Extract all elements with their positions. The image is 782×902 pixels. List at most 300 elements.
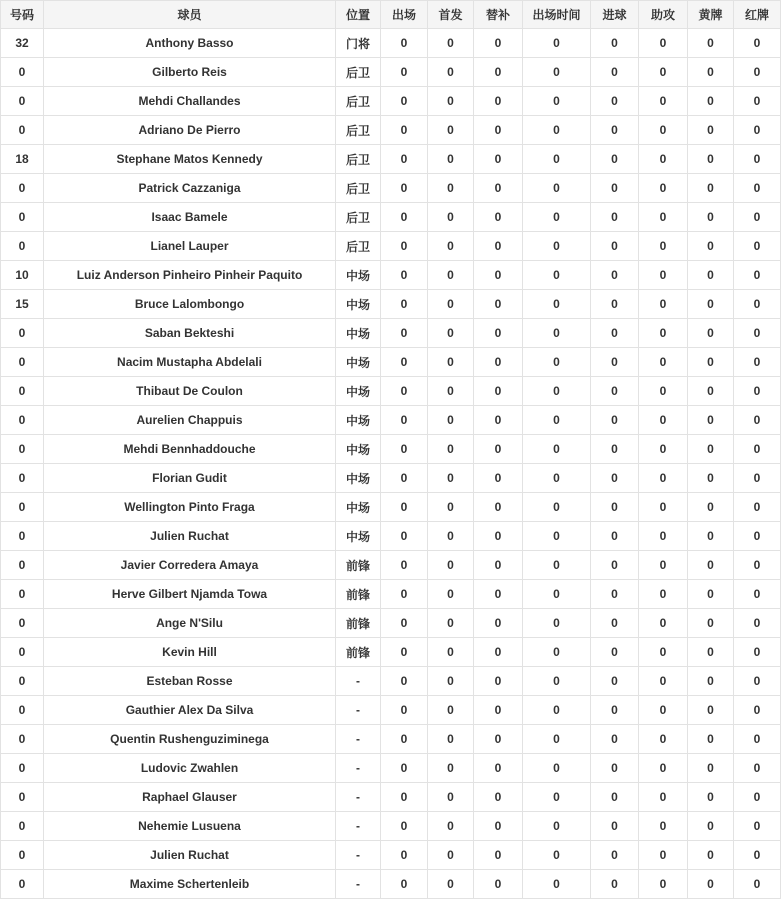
table-row [1,319,781,348]
cell-player: Wellington Pinto Fraga [44,493,336,522]
cell-number: 0 [1,580,44,609]
cell-starts: 0 [428,783,474,812]
cell-player: Florian Gudit [44,464,336,493]
cell-goals: 0 [591,174,639,203]
cell-assists: 0 [639,841,688,870]
cell-yellow: 0 [688,87,734,116]
cell-substitute: 0 [474,145,523,174]
cell-minutes: 0 [523,638,591,667]
cell-starts: 0 [428,522,474,551]
cell-appearances: 0 [381,145,428,174]
cell-starts: 0 [428,319,474,348]
cell-minutes: 0 [523,145,591,174]
cell-position: - [336,783,381,812]
table-row [1,261,781,290]
cell-goals: 0 [591,667,639,696]
cell-appearances: 0 [381,725,428,754]
cell-yellow: 0 [688,203,734,232]
cell-number: 18 [1,145,44,174]
cell-yellow: 0 [688,58,734,87]
cell-starts: 0 [428,638,474,667]
cell-appearances: 0 [381,870,428,899]
table-row [1,725,781,754]
cell-starts: 0 [428,58,474,87]
cell-substitute: 0 [474,870,523,899]
cell-red: 0 [734,551,781,580]
cell-yellow: 0 [688,377,734,406]
cell-number: 0 [1,638,44,667]
cell-assists: 0 [639,87,688,116]
cell-position: 中场 [336,290,381,319]
cell-number: 0 [1,174,44,203]
table-row [1,174,781,203]
cell-assists: 0 [639,754,688,783]
cell-goals: 0 [591,116,639,145]
cell-minutes: 0 [523,377,591,406]
cell-minutes: 0 [523,754,591,783]
cell-appearances: 0 [381,754,428,783]
cell-minutes: 0 [523,348,591,377]
cell-substitute: 0 [474,522,523,551]
cell-starts: 0 [428,493,474,522]
cell-substitute: 0 [474,551,523,580]
cell-yellow: 0 [688,435,734,464]
cell-number: 0 [1,232,44,261]
table-body [1,29,781,899]
cell-minutes: 0 [523,493,591,522]
cell-yellow: 0 [688,29,734,58]
cell-position: 门将 [336,29,381,58]
cell-appearances: 0 [381,174,428,203]
cell-yellow: 0 [688,522,734,551]
cell-starts: 0 [428,667,474,696]
cell-red: 0 [734,580,781,609]
cell-substitute: 0 [474,609,523,638]
cell-substitute: 0 [474,203,523,232]
cell-minutes: 0 [523,116,591,145]
cell-player: Ange N'Silu [44,609,336,638]
cell-substitute: 0 [474,290,523,319]
cell-assists: 0 [639,725,688,754]
cell-red: 0 [734,696,781,725]
cell-number: 15 [1,290,44,319]
cell-assists: 0 [639,58,688,87]
cell-number: 0 [1,754,44,783]
cell-starts: 0 [428,232,474,261]
cell-minutes: 0 [523,261,591,290]
cell-substitute: 0 [474,435,523,464]
table-row [1,464,781,493]
cell-red: 0 [734,841,781,870]
cell-position: 中场 [336,261,381,290]
cell-substitute: 0 [474,116,523,145]
cell-yellow: 0 [688,232,734,261]
cell-red: 0 [734,174,781,203]
cell-appearances: 0 [381,841,428,870]
column-header-number: 号码 [1,1,44,29]
cell-yellow: 0 [688,290,734,319]
cell-goals: 0 [591,261,639,290]
cell-position: 前锋 [336,638,381,667]
cell-assists: 0 [639,812,688,841]
cell-player: Lianel Lauper [44,232,336,261]
cell-appearances: 0 [381,406,428,435]
cell-yellow: 0 [688,348,734,377]
cell-minutes: 0 [523,812,591,841]
column-header-position: 位置 [336,1,381,29]
cell-number: 0 [1,377,44,406]
cell-substitute: 0 [474,174,523,203]
cell-player: Mehdi Challandes [44,87,336,116]
cell-starts: 0 [428,870,474,899]
cell-player: Saban Bekteshi [44,319,336,348]
cell-appearances: 0 [381,348,428,377]
table-row [1,754,781,783]
cell-red: 0 [734,29,781,58]
cell-assists: 0 [639,174,688,203]
cell-number: 0 [1,348,44,377]
cell-position: 中场 [336,319,381,348]
cell-minutes: 0 [523,667,591,696]
cell-starts: 0 [428,174,474,203]
cell-yellow: 0 [688,551,734,580]
table-row [1,580,781,609]
column-header-substitute: 替补 [474,1,523,29]
cell-substitute: 0 [474,812,523,841]
cell-yellow: 0 [688,319,734,348]
cell-substitute: 0 [474,493,523,522]
cell-red: 0 [734,377,781,406]
table-row [1,667,781,696]
cell-yellow: 0 [688,696,734,725]
cell-starts: 0 [428,464,474,493]
cell-yellow: 0 [688,116,734,145]
cell-yellow: 0 [688,754,734,783]
cell-appearances: 0 [381,377,428,406]
cell-player: Aurelien Chappuis [44,406,336,435]
cell-player: Bruce Lalombongo [44,290,336,319]
cell-goals: 0 [591,377,639,406]
cell-starts: 0 [428,812,474,841]
cell-substitute: 0 [474,841,523,870]
cell-red: 0 [734,319,781,348]
cell-number: 0 [1,58,44,87]
cell-yellow: 0 [688,145,734,174]
cell-minutes: 0 [523,609,591,638]
cell-number: 0 [1,870,44,899]
header-row [1,1,781,29]
cell-assists: 0 [639,464,688,493]
cell-player: Gauthier Alex Da Silva [44,696,336,725]
table-row [1,493,781,522]
cell-player: Stephane Matos Kennedy [44,145,336,174]
cell-red: 0 [734,870,781,899]
cell-minutes: 0 [523,232,591,261]
cell-player: Esteban Rosse [44,667,336,696]
cell-substitute: 0 [474,638,523,667]
cell-red: 0 [734,58,781,87]
cell-position: 前锋 [336,551,381,580]
cell-substitute: 0 [474,464,523,493]
cell-red: 0 [734,290,781,319]
cell-goals: 0 [591,29,639,58]
cell-goals: 0 [591,841,639,870]
cell-appearances: 0 [381,261,428,290]
cell-position: 中场 [336,406,381,435]
cell-yellow: 0 [688,812,734,841]
cell-player: Patrick Cazzaniga [44,174,336,203]
cell-number: 0 [1,522,44,551]
cell-position: 中场 [336,493,381,522]
cell-position: 后卫 [336,203,381,232]
cell-goals: 0 [591,203,639,232]
cell-appearances: 0 [381,522,428,551]
table-row [1,203,781,232]
cell-player: Thibaut De Coulon [44,377,336,406]
cell-yellow: 0 [688,841,734,870]
table-row [1,696,781,725]
cell-position: 后卫 [336,174,381,203]
cell-starts: 0 [428,145,474,174]
cell-goals: 0 [591,696,639,725]
cell-player: Anthony Basso [44,29,336,58]
cell-player: Gilberto Reis [44,58,336,87]
cell-substitute: 0 [474,377,523,406]
table-row [1,841,781,870]
cell-player: Isaac Bamele [44,203,336,232]
cell-assists: 0 [639,696,688,725]
cell-red: 0 [734,145,781,174]
cell-substitute: 0 [474,754,523,783]
cell-assists: 0 [639,232,688,261]
cell-red: 0 [734,493,781,522]
cell-player: Julien Ruchat [44,841,336,870]
cell-player: Mehdi Bennhaddouche [44,435,336,464]
cell-number: 0 [1,464,44,493]
cell-appearances: 0 [381,58,428,87]
cell-red: 0 [734,116,781,145]
cell-minutes: 0 [523,696,591,725]
cell-starts: 0 [428,551,474,580]
table-row [1,87,781,116]
cell-assists: 0 [639,609,688,638]
cell-red: 0 [734,435,781,464]
cell-red: 0 [734,464,781,493]
cell-goals: 0 [591,435,639,464]
cell-minutes: 0 [523,522,591,551]
cell-red: 0 [734,783,781,812]
cell-number: 0 [1,493,44,522]
table-row [1,638,781,667]
cell-yellow: 0 [688,725,734,754]
cell-red: 0 [734,406,781,435]
cell-goals: 0 [591,638,639,667]
cell-red: 0 [734,812,781,841]
cell-starts: 0 [428,580,474,609]
cell-substitute: 0 [474,232,523,261]
cell-appearances: 0 [381,87,428,116]
cell-appearances: 0 [381,203,428,232]
cell-yellow: 0 [688,174,734,203]
cell-starts: 0 [428,261,474,290]
table-row [1,870,781,899]
cell-yellow: 0 [688,406,734,435]
cell-substitute: 0 [474,87,523,116]
cell-number: 0 [1,609,44,638]
cell-starts: 0 [428,348,474,377]
cell-number: 0 [1,87,44,116]
cell-substitute: 0 [474,580,523,609]
column-header-player: 球员 [44,1,336,29]
cell-starts: 0 [428,116,474,145]
cell-red: 0 [734,203,781,232]
cell-appearances: 0 [381,319,428,348]
cell-player: Luiz Anderson Pinheiro Pinheir Paquito [44,261,336,290]
cell-assists: 0 [639,116,688,145]
cell-starts: 0 [428,203,474,232]
table-row [1,145,781,174]
cell-minutes: 0 [523,203,591,232]
cell-assists: 0 [639,493,688,522]
cell-goals: 0 [591,783,639,812]
cell-goals: 0 [591,870,639,899]
cell-substitute: 0 [474,406,523,435]
cell-position: - [336,812,381,841]
cell-number: 0 [1,319,44,348]
cell-number: 0 [1,696,44,725]
cell-position: - [336,870,381,899]
cell-red: 0 [734,667,781,696]
cell-player: Raphael Glauser [44,783,336,812]
cell-assists: 0 [639,870,688,899]
cell-assists: 0 [639,638,688,667]
cell-starts: 0 [428,377,474,406]
cell-player: Nacim Mustapha Abdelali [44,348,336,377]
cell-minutes: 0 [523,87,591,116]
table-row [1,348,781,377]
cell-starts: 0 [428,841,474,870]
cell-goals: 0 [591,290,639,319]
cell-starts: 0 [428,29,474,58]
cell-assists: 0 [639,261,688,290]
cell-position: 前锋 [336,609,381,638]
cell-number: 0 [1,725,44,754]
cell-yellow: 0 [688,493,734,522]
cell-position: - [336,725,381,754]
cell-number: 32 [1,29,44,58]
cell-yellow: 0 [688,667,734,696]
cell-player: Ludovic Zwahlen [44,754,336,783]
cell-minutes: 0 [523,290,591,319]
cell-goals: 0 [591,493,639,522]
table-row [1,551,781,580]
cell-minutes: 0 [523,725,591,754]
cell-minutes: 0 [523,870,591,899]
cell-number: 0 [1,551,44,580]
cell-starts: 0 [428,290,474,319]
cell-appearances: 0 [381,812,428,841]
column-header-starts: 首发 [428,1,474,29]
column-header-red: 红牌 [734,1,781,29]
cell-player: Maxime Schertenleib [44,870,336,899]
table-row [1,783,781,812]
cell-assists: 0 [639,522,688,551]
cell-substitute: 0 [474,696,523,725]
cell-goals: 0 [591,580,639,609]
cell-goals: 0 [591,725,639,754]
cell-appearances: 0 [381,696,428,725]
cell-yellow: 0 [688,261,734,290]
cell-substitute: 0 [474,725,523,754]
cell-assists: 0 [639,580,688,609]
cell-starts: 0 [428,754,474,783]
cell-minutes: 0 [523,783,591,812]
cell-goals: 0 [591,812,639,841]
cell-position: 中场 [336,348,381,377]
table-row [1,29,781,58]
cell-goals: 0 [591,522,639,551]
column-header-assists: 助攻 [639,1,688,29]
cell-player: Julien Ruchat [44,522,336,551]
cell-number: 0 [1,783,44,812]
cell-position: 后卫 [336,116,381,145]
cell-appearances: 0 [381,609,428,638]
cell-assists: 0 [639,290,688,319]
cell-assists: 0 [639,29,688,58]
cell-yellow: 0 [688,638,734,667]
cell-number: 0 [1,435,44,464]
cell-minutes: 0 [523,406,591,435]
cell-number: 0 [1,203,44,232]
cell-position: 中场 [336,435,381,464]
cell-yellow: 0 [688,609,734,638]
table-row [1,812,781,841]
cell-position: 后卫 [336,232,381,261]
cell-red: 0 [734,609,781,638]
cell-red: 0 [734,348,781,377]
table-row [1,609,781,638]
cell-starts: 0 [428,696,474,725]
cell-minutes: 0 [523,174,591,203]
cell-minutes: 0 [523,464,591,493]
cell-goals: 0 [591,87,639,116]
cell-red: 0 [734,725,781,754]
cell-appearances: 0 [381,493,428,522]
cell-appearances: 0 [381,290,428,319]
table-row [1,406,781,435]
cell-number: 0 [1,116,44,145]
cell-assists: 0 [639,783,688,812]
cell-position: 后卫 [336,58,381,87]
cell-assists: 0 [639,435,688,464]
cell-goals: 0 [591,145,639,174]
cell-goals: 0 [591,551,639,580]
cell-appearances: 0 [381,580,428,609]
cell-assists: 0 [639,667,688,696]
cell-starts: 0 [428,609,474,638]
cell-assists: 0 [639,348,688,377]
cell-goals: 0 [591,319,639,348]
cell-substitute: 0 [474,783,523,812]
cell-assists: 0 [639,203,688,232]
cell-goals: 0 [591,609,639,638]
column-header-goals: 进球 [591,1,639,29]
cell-position: - [336,754,381,783]
cell-goals: 0 [591,348,639,377]
cell-yellow: 0 [688,870,734,899]
cell-substitute: 0 [474,29,523,58]
cell-minutes: 0 [523,580,591,609]
